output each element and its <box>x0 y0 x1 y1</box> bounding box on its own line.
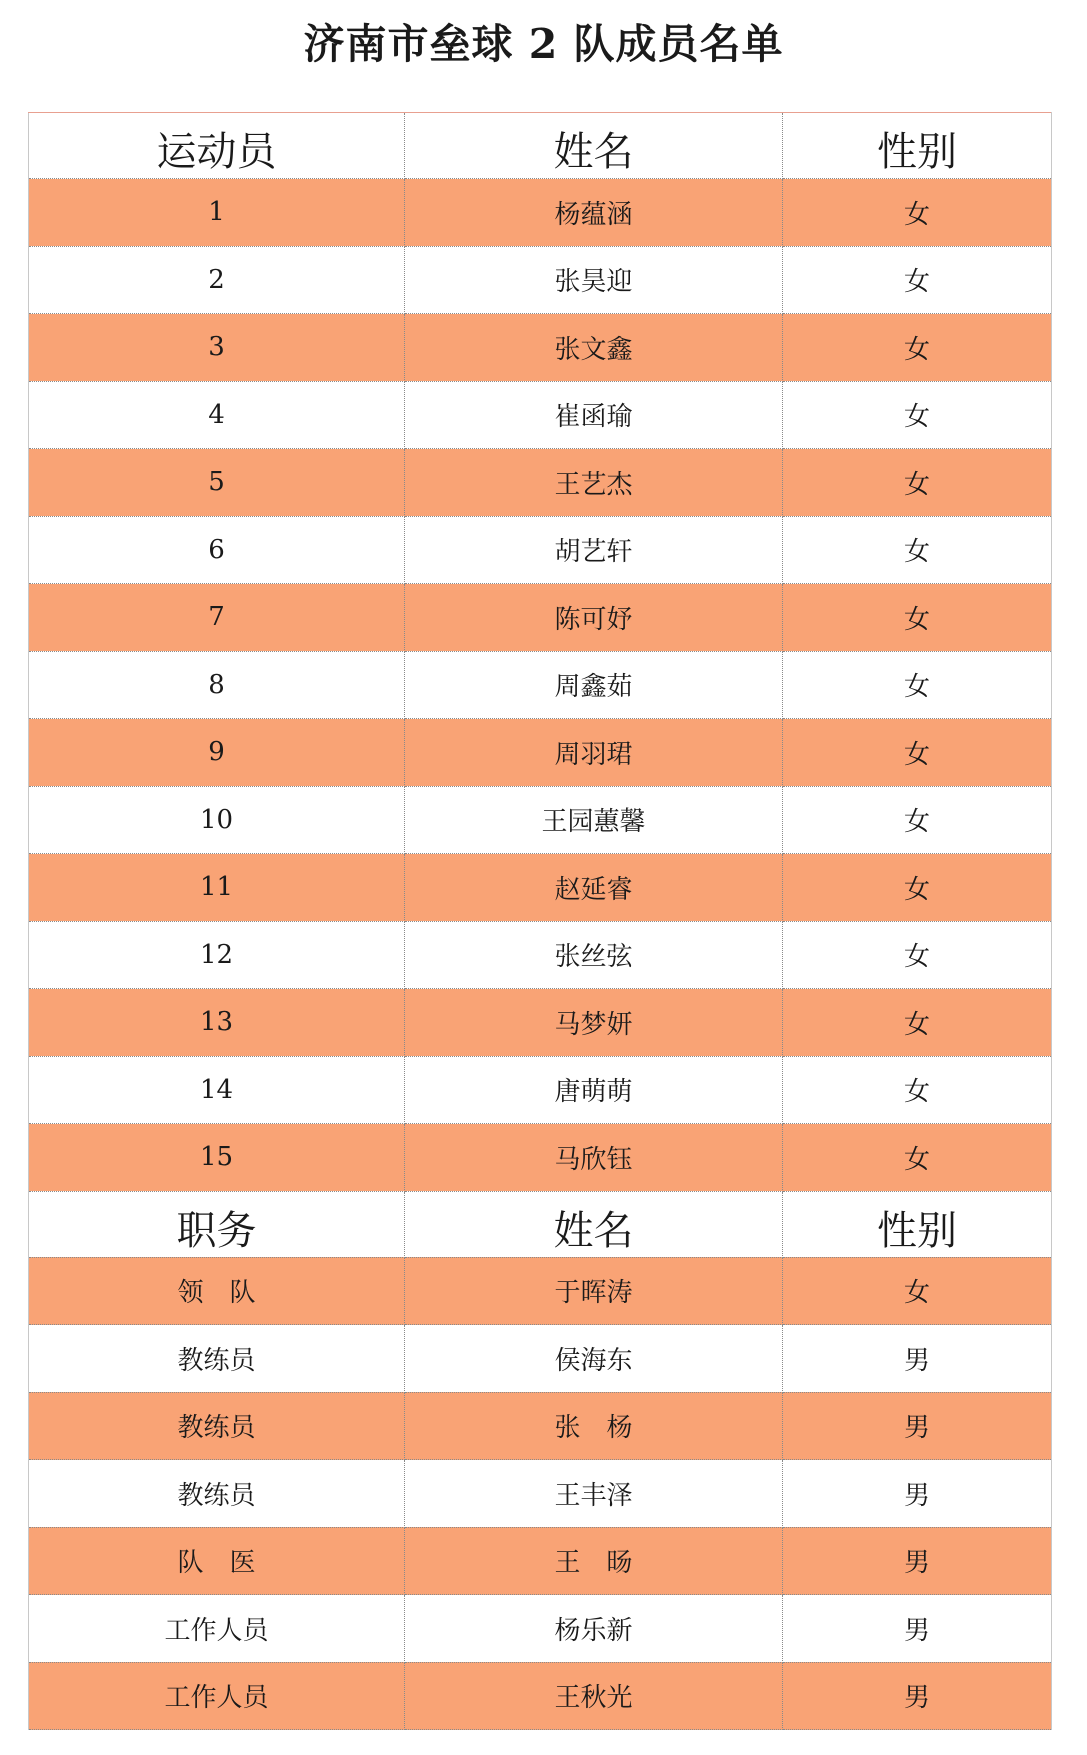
table-row <box>29 1124 1052 1192</box>
athlete-gender: 女 <box>783 179 1052 247</box>
staff-name: 张 杨 <box>405 1392 783 1460</box>
staff-role: 教练员 <box>29 1460 405 1528</box>
table-row <box>29 651 1052 719</box>
table-row <box>29 1056 1052 1124</box>
athlete-gender: 女 <box>783 989 1052 1057</box>
table-row <box>29 381 1052 449</box>
table-row <box>29 1325 1052 1393</box>
athlete-gender: 女 <box>783 854 1052 922</box>
athlete-name: 张昊迎 <box>405 246 783 314</box>
staff-name: 侯海东 <box>405 1325 783 1393</box>
table-row <box>29 516 1052 584</box>
table-row <box>29 1595 1052 1663</box>
athlete-gender: 女 <box>783 246 1052 314</box>
table-row <box>29 179 1052 247</box>
table-row <box>29 989 1052 1057</box>
header-name: 姓名 <box>405 1191 783 1257</box>
athlete-name: 马欣钰 <box>405 1124 783 1192</box>
staff-gender: 女 <box>783 1257 1052 1325</box>
athlete-name: 王园蕙馨 <box>405 786 783 854</box>
staff-header-row <box>29 1191 1052 1257</box>
athlete-gender: 女 <box>783 921 1052 989</box>
header-gender: 性别 <box>783 113 1052 179</box>
staff-gender: 男 <box>783 1392 1052 1460</box>
staff-role: 队 医 <box>29 1527 405 1595</box>
athlete-gender: 女 <box>783 719 1052 787</box>
athlete-name: 唐萌萌 <box>405 1056 783 1124</box>
staff-gender: 男 <box>783 1595 1052 1663</box>
athlete-number: 4 <box>29 381 405 449</box>
table-row <box>29 1392 1052 1460</box>
athlete-name: 周羽珺 <box>405 719 783 787</box>
header-role: 职务 <box>29 1191 405 1257</box>
header-gender: 性别 <box>783 1191 1052 1257</box>
athlete-name: 周鑫茹 <box>405 651 783 719</box>
staff-role: 教练员 <box>29 1325 405 1393</box>
header-name: 姓名 <box>405 113 783 179</box>
staff-name: 于晖涛 <box>405 1257 783 1325</box>
roster-table <box>28 112 1052 1730</box>
table-row <box>29 1257 1052 1325</box>
athlete-name: 张丝弦 <box>405 921 783 989</box>
table-row <box>29 921 1052 989</box>
table-row <box>29 1460 1052 1528</box>
athlete-number: 11 <box>29 854 405 922</box>
athlete-number: 14 <box>29 1056 405 1124</box>
athlete-name: 王艺杰 <box>405 449 783 517</box>
table-row <box>29 854 1052 922</box>
athlete-number: 9 <box>29 719 405 787</box>
staff-name: 杨乐新 <box>405 1595 783 1663</box>
table-row <box>29 449 1052 517</box>
athlete-number: 12 <box>29 921 405 989</box>
staff-role: 教练员 <box>29 1392 405 1460</box>
athlete-gender: 女 <box>783 381 1052 449</box>
athlete-number: 6 <box>29 516 405 584</box>
athlete-name: 陈可妤 <box>405 584 783 652</box>
athlete-gender: 女 <box>783 1056 1052 1124</box>
athlete-gender: 女 <box>783 1124 1052 1192</box>
table-row <box>29 1662 1052 1730</box>
table-row <box>29 246 1052 314</box>
table-row <box>29 1527 1052 1595</box>
athlete-number: 2 <box>29 246 405 314</box>
athlete-number: 1 <box>29 179 405 247</box>
athlete-gender: 女 <box>783 516 1052 584</box>
athlete-header-row <box>29 113 1052 179</box>
athlete-name: 胡艺轩 <box>405 516 783 584</box>
staff-name: 王秋光 <box>405 1662 783 1730</box>
athlete-gender: 女 <box>783 584 1052 652</box>
athlete-number: 8 <box>29 651 405 719</box>
table-row <box>29 786 1052 854</box>
table-row <box>29 719 1052 787</box>
athlete-gender: 女 <box>783 314 1052 382</box>
staff-gender: 男 <box>783 1527 1052 1595</box>
table-row <box>29 584 1052 652</box>
header-athlete: 运动员 <box>29 113 405 179</box>
athlete-number: 13 <box>29 989 405 1057</box>
staff-name: 王 旸 <box>405 1527 783 1595</box>
athlete-gender: 女 <box>783 786 1052 854</box>
athlete-number: 3 <box>29 314 405 382</box>
athlete-number: 15 <box>29 1124 405 1192</box>
athlete-gender: 女 <box>783 651 1052 719</box>
athlete-name: 崔函瑜 <box>405 381 783 449</box>
staff-gender: 男 <box>783 1460 1052 1528</box>
athlete-gender: 女 <box>783 449 1052 517</box>
page-title: 济南市垒球 2 队成员名单 <box>303 20 784 68</box>
athlete-number: 7 <box>29 584 405 652</box>
athlete-number: 5 <box>29 449 405 517</box>
staff-role: 工作人员 <box>29 1662 405 1730</box>
athlete-name: 赵延睿 <box>405 854 783 922</box>
athlete-name: 张文鑫 <box>405 314 783 382</box>
athlete-number: 10 <box>29 786 405 854</box>
athlete-name: 杨蕴涵 <box>405 179 783 247</box>
staff-name: 王丰泽 <box>405 1460 783 1528</box>
table-row <box>29 314 1052 382</box>
staff-role: 工作人员 <box>29 1595 405 1663</box>
staff-role: 领 队 <box>29 1257 405 1325</box>
staff-gender: 男 <box>783 1662 1052 1730</box>
athlete-name: 马梦妍 <box>405 989 783 1057</box>
staff-gender: 男 <box>783 1325 1052 1393</box>
